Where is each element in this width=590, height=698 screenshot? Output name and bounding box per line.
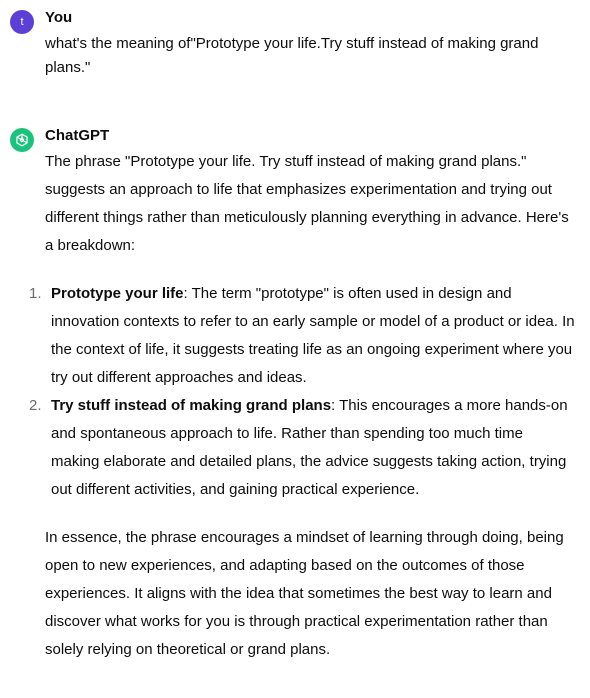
user-author-name: You	[45, 9, 73, 26]
openai-logo-glyph	[14, 132, 30, 148]
list-item-title: Prototype your life	[51, 285, 184, 302]
list-item-text: : This encourages a more hands-on and spontaneous approach to life. Rather than spending too much time making elaborate and detailed plans, the advice suggests taking action, trying out different activities, and gaining practical experience.	[51, 397, 568, 498]
assistant-message-text[interactable]	[29, 148, 575, 664]
user-avatar	[10, 10, 34, 34]
list-item-title: Try stuff instead of making grand plans	[51, 397, 332, 414]
assistant-author-name: ChatGPT	[45, 127, 110, 144]
list-item	[29, 280, 575, 392]
user-avatar-letter: t	[20, 16, 24, 28]
list-item-number: 2.	[29, 397, 42, 414]
assistant-conclusion: In essence, the phrase encourages a mindset of learning through doing, being open to new experiences, and adapting based on the outcomes of those experiences. It aligns with the idea that sometimes the best way to learn and discover what works for you is through practical experimentation rather than solely relying on theoretical or grand plans.	[45, 529, 564, 658]
user-message-text[interactable]	[45, 32, 575, 80]
breakdown-list	[29, 280, 575, 504]
list-item-number: 1.	[29, 285, 42, 302]
list-item	[29, 392, 575, 504]
user-message-paragraph: what's the meaning of"Prototype your life.Try stuff instead of making grand plans."	[45, 35, 539, 76]
list-item-text: : The term "prototype" is often used in design and innovation contexts to refer to an early sample or model of a product or idea. In the context of life, it suggests treating life as an ongoing experiment where you try out different approaches and ideas.	[51, 285, 575, 386]
assistant-intro: The phrase "Prototype your life. Try stuff instead of making grand plans." suggests an approach to life that emphasizes experimentation and trying out different things rather than meticulously planning everything in advance. Here's a breakdown:	[45, 153, 569, 254]
openai-logo-icon	[10, 128, 34, 152]
